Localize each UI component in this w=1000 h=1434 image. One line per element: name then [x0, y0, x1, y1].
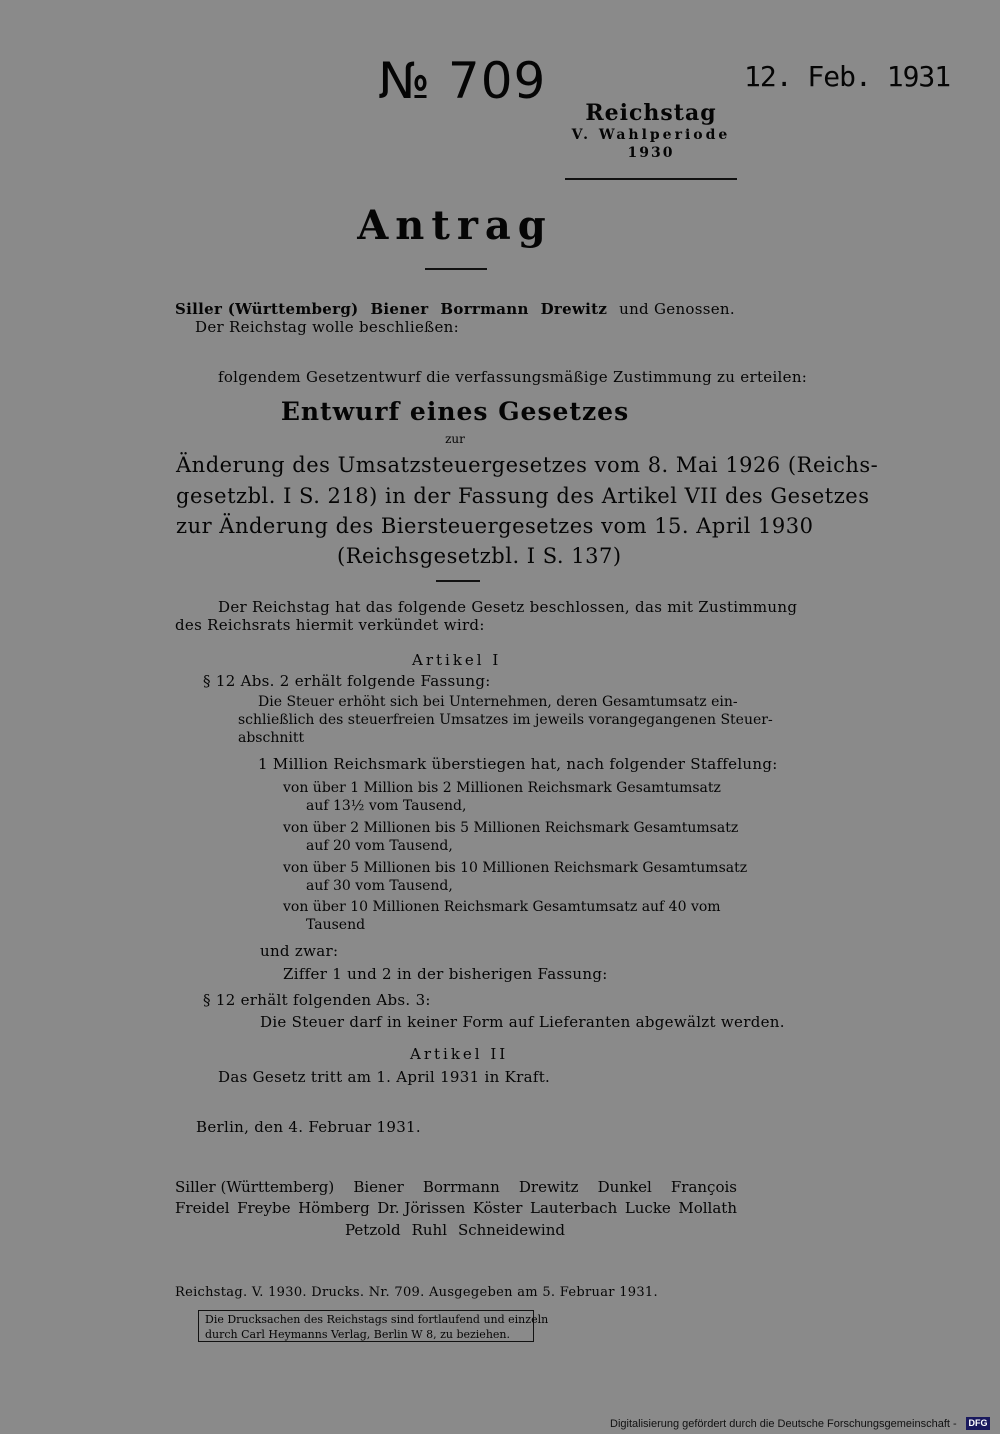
signatory: Freidel — [175, 1199, 230, 1217]
tax-text-line: schließlich des steuerfreien Umsatzes im jeweils vorangegangenen Steuer- — [238, 712, 773, 728]
consent-line: folgendem Gesetzentwurf die verfassungsmäßige Zustimmung zu erteilen: — [218, 368, 808, 386]
effective-date-line: Das Gesetz tritt am 1. April 1931 in Kraft. — [218, 1068, 551, 1086]
signatory: Drewitz — [518, 1178, 579, 1196]
signatory: François — [670, 1178, 737, 1196]
und-zwar: und zwar: — [260, 942, 339, 960]
publisher-notice-line: durch Carl Heymanns Verlag, Berlin W 8, zu beziehen. — [205, 1328, 510, 1341]
no-shift-line: Die Steuer darf in keiner Form auf Lieferanten abgewälzt werden. — [260, 1013, 785, 1031]
place-and-date: Berlin, den 4. Februar 1931. — [196, 1118, 421, 1136]
mover-name: Siller (Württemberg) — [175, 300, 359, 318]
signatory: Siller (Württemberg) — [175, 1178, 335, 1196]
preamble-line: des Reichsrats hiermit verkündet wird: — [175, 616, 485, 634]
tier-line: auf 13½ vom Tausend, — [306, 798, 467, 814]
document-title: Antrag — [357, 202, 553, 249]
wahlperiode-label: V. Wahlperiode — [571, 127, 731, 143]
law-title-line: Änderung des Umsatzsteuergesetzes vom 8. Mai 1926 (Reichs- — [176, 453, 879, 477]
signatory: Köster — [472, 1199, 523, 1217]
ziffer-line: Ziffer 1 und 2 in der bisherigen Fassung: — [283, 965, 608, 983]
tax-text-line: Die Steuer erhöht sich bei Unternehmen, deren Gesamtumsatz ein- — [258, 694, 738, 710]
law-title-line: zur Änderung des Biersteuergesetzes vom 15. April 1930 — [176, 514, 814, 538]
mover-name: Biener — [370, 300, 429, 318]
reichstag-label: Reichstag — [585, 100, 717, 126]
tier-line: auf 30 vom Tausend, — [306, 878, 453, 894]
publisher-notice-line: Die Drucksachen des Reichstags sind fortlaufend und einzeln — [205, 1313, 549, 1326]
document-number: № 709 — [378, 52, 547, 110]
article-1-heading: Artikel I — [412, 651, 502, 669]
signatory: Ruhl — [411, 1221, 448, 1239]
law-title-line: (Reichsgesetzbl. I S. 137) — [337, 544, 622, 568]
signatory: Dunkel — [597, 1178, 652, 1196]
tier-line: auf 20 vom Tausend, — [306, 838, 453, 854]
signatory: Lucke — [624, 1199, 671, 1217]
signatory: Hömberg — [298, 1199, 370, 1217]
signature-row — [175, 1199, 737, 1217]
threshold-line: 1 Million Reichsmark überstiegen hat, nach folgender Staffelung: — [258, 755, 778, 773]
tier-line: von über 5 Millionen bis 10 Millionen Reichsmark Gesamtumsatz — [283, 860, 748, 876]
header-rule — [565, 178, 737, 180]
mover-name: Borrmann — [440, 300, 529, 318]
signatory: Borrmann — [422, 1178, 500, 1196]
article-2-heading: Artikel II — [410, 1045, 509, 1063]
and-associates: und Genossen. — [619, 300, 735, 318]
signatory: Schneidewind — [457, 1221, 565, 1239]
signature-row — [175, 1178, 737, 1196]
reichstag-header-block — [565, 100, 737, 161]
tier-line: von über 2 Millionen bis 5 Millionen Reichsmark Gesamtumsatz — [283, 820, 739, 836]
law-title-line: gesetzbl. I S. 218) in der Fassung des Artikel VII des Gesetzes — [176, 484, 870, 508]
dfg-logo: DFG — [966, 1417, 990, 1430]
signatory: Mollath — [678, 1199, 737, 1217]
signatory: Dr. Jörissen — [377, 1199, 466, 1217]
mover-name: Drewitz — [540, 300, 608, 318]
para-12-line: § 12 erhält folgenden Abs. 3: — [203, 991, 431, 1009]
resolution-intro: Der Reichstag wolle beschließen: — [195, 318, 459, 336]
print-footer: Reichstag. V. 1930. Drucks. Nr. 709. Ausgegeben am 5. Februar 1931. — [175, 1285, 658, 1300]
title-divider — [425, 268, 487, 270]
tier-line: von über 1 Million bis 2 Millionen Reichsmark Gesamtumsatz — [283, 780, 721, 796]
draft-title: Entwurf eines Gesetzes — [280, 397, 630, 426]
session-year: 1930 — [627, 145, 675, 161]
received-date-stamp: 12. Feb. 1931 — [744, 60, 951, 93]
tax-text-line: abschnitt — [238, 730, 305, 746]
signatory: Biener — [353, 1178, 404, 1196]
signatory: Petzold — [345, 1221, 401, 1239]
signatory: Lauterbach — [530, 1199, 618, 1217]
digitization-credit: Digitalisierung gefördert durch die Deutsche Forschungsgemeinschaft - — [610, 1418, 957, 1430]
article-1-intro: § 12 Abs. 2 erhält folgende Fassung: — [203, 672, 491, 690]
tier-line: von über 10 Millionen Reichsmark Gesamtumsatz auf 40 vom — [283, 899, 721, 915]
draft-divider — [436, 580, 480, 582]
preamble-line: Der Reichstag hat das folgende Gesetz beschlossen, das mit Zustimmung — [218, 598, 798, 616]
signatory: Freybe — [237, 1199, 291, 1217]
signature-row — [345, 1221, 565, 1239]
publisher-notice-box — [198, 1310, 549, 1342]
movers-line — [175, 300, 735, 318]
draft-zur: zur — [445, 432, 465, 446]
tier-line: Tausend — [306, 917, 366, 933]
